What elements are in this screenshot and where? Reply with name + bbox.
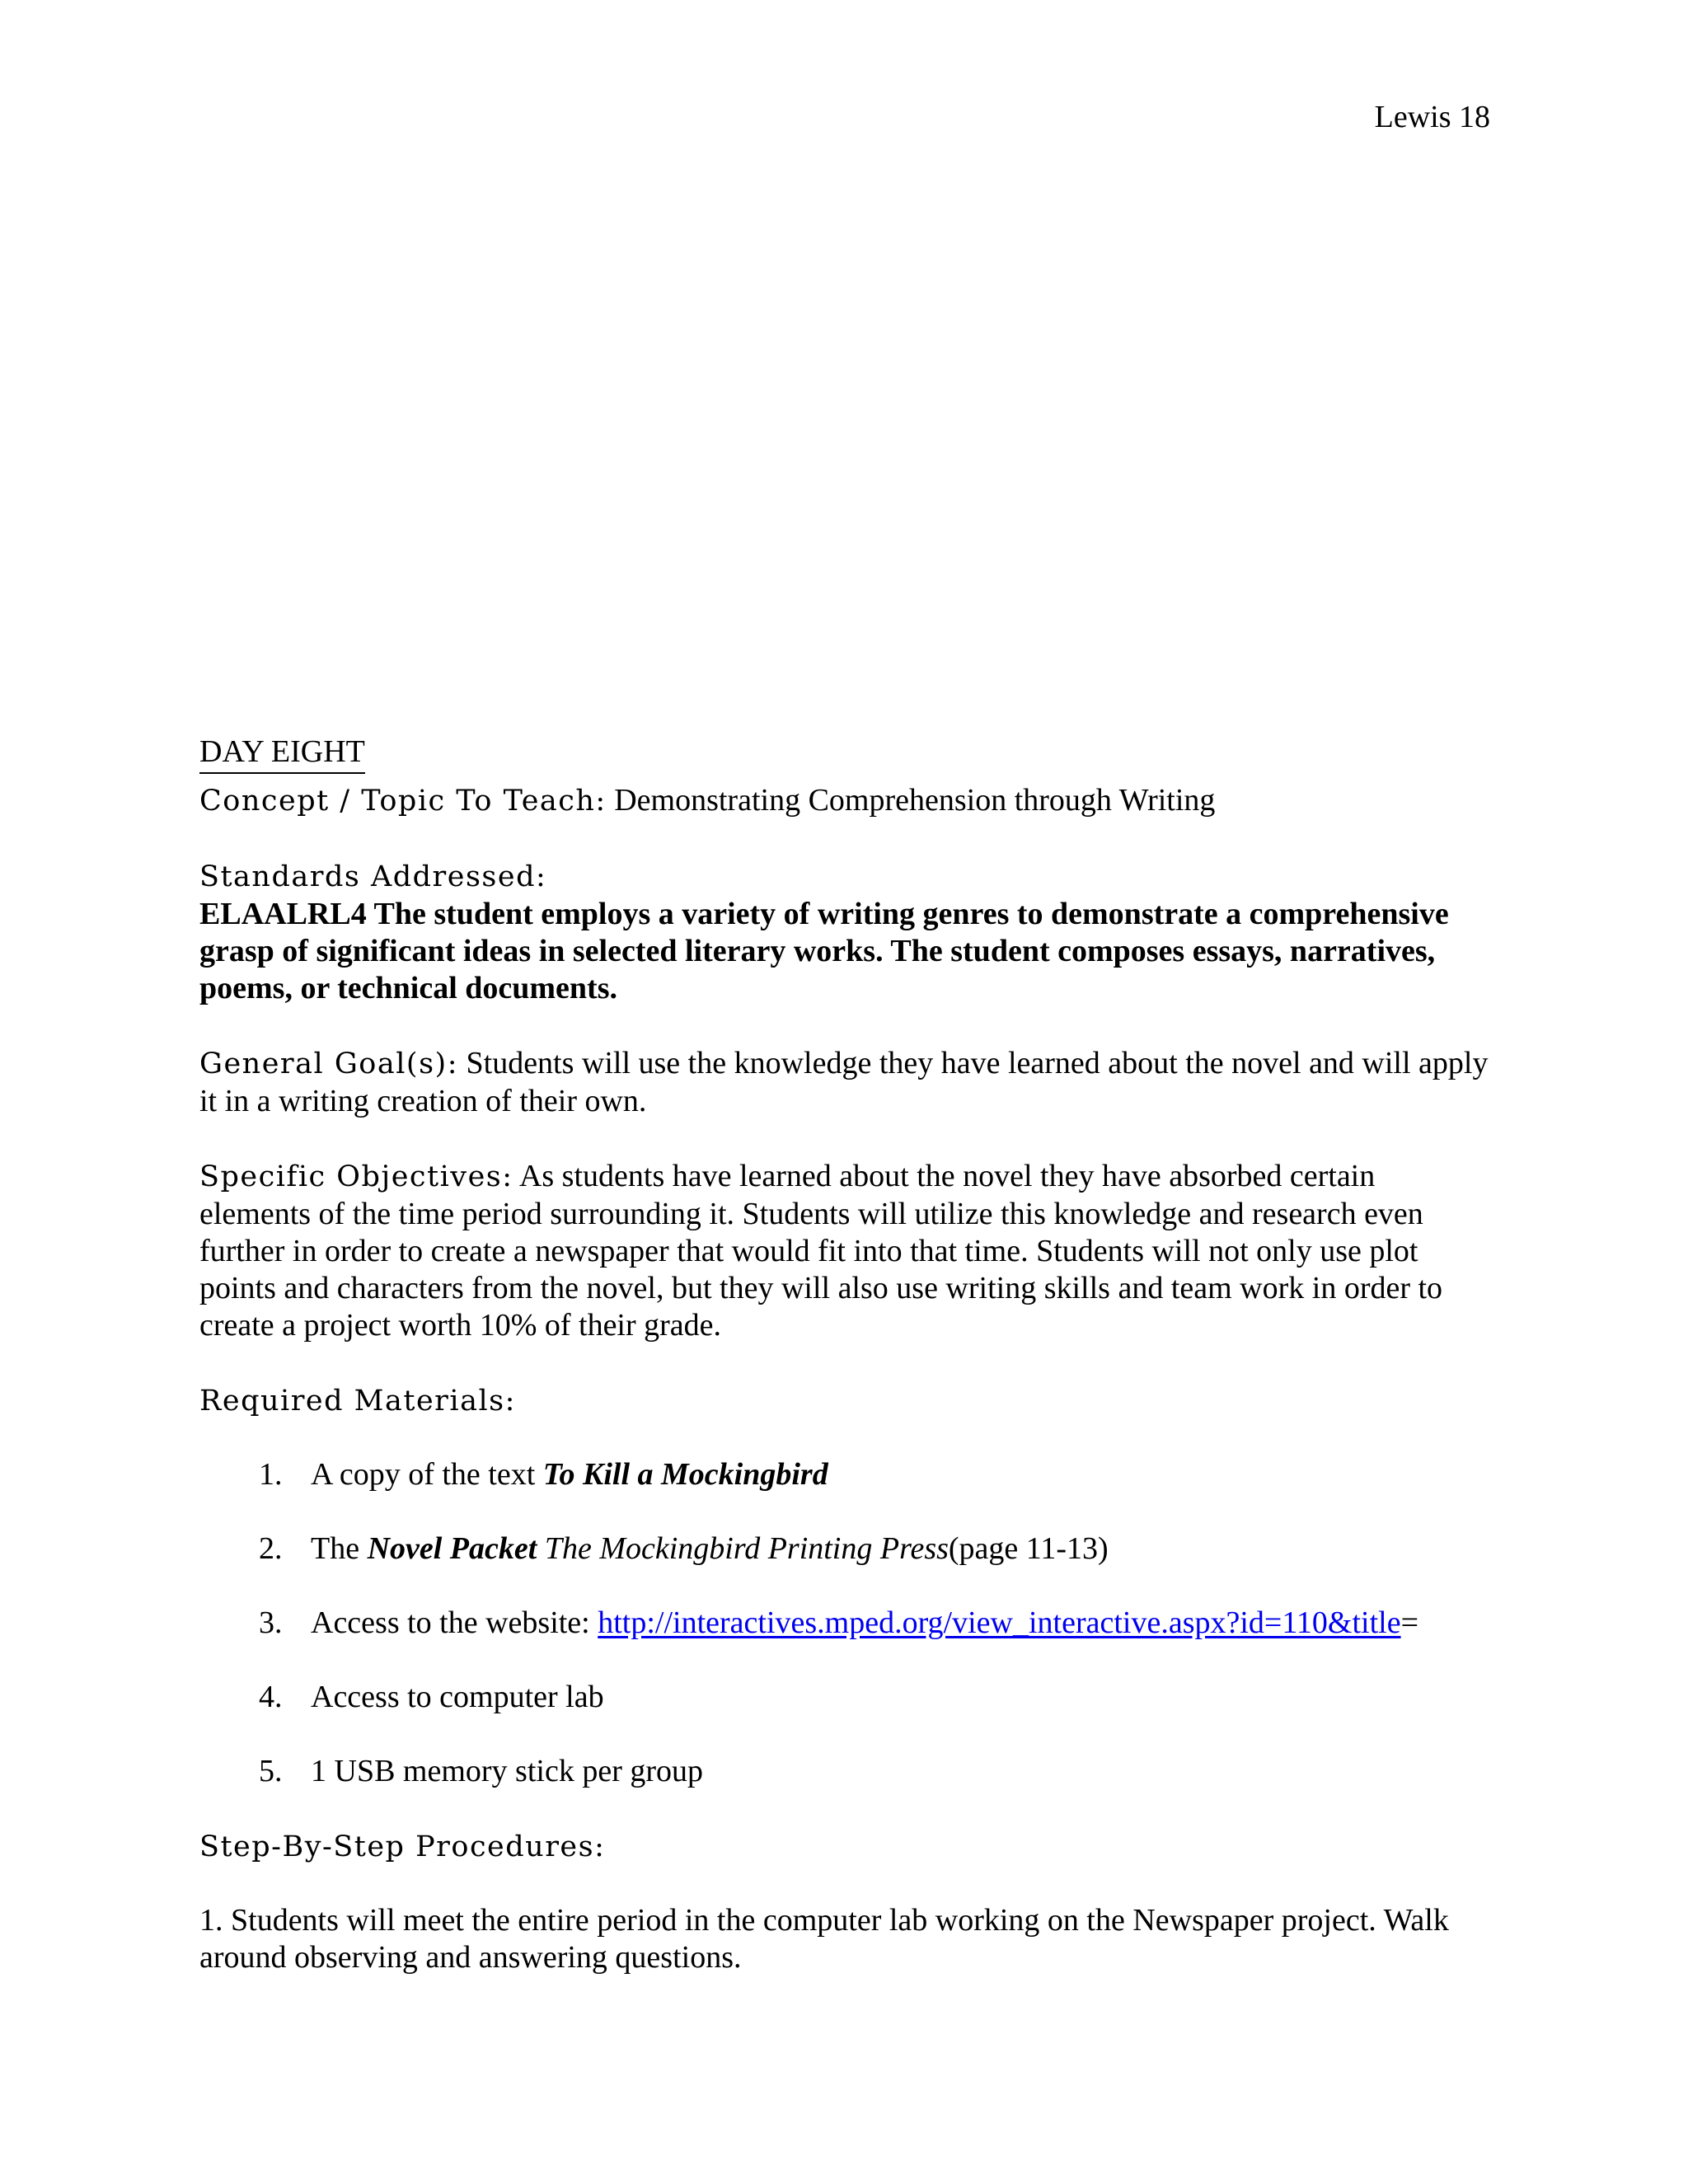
- concept-line: [199, 782, 1493, 820]
- list-item: [259, 1530, 1493, 1568]
- concept-value: Demonstrating Comprehension through Writing: [614, 783, 1216, 818]
- lesson-content: [199, 733, 1493, 1976]
- procedures-label: Step-By-Step Procedures:: [199, 1830, 606, 1863]
- standards-label: Standards Addressed:: [199, 860, 547, 893]
- specific-objectives-label: Specific Objectives:: [199, 1160, 513, 1193]
- standards-label-line: [199, 858, 1493, 896]
- procedure-step-1: 1. Students will meet the entire period in the computer lab working on the Newspaper project. Walk around observing and answering questions.: [199, 1903, 1449, 1975]
- book-title: To Kill a Mockingbird: [542, 1457, 828, 1492]
- link-suffix: =: [1400, 1605, 1419, 1640]
- general-goal-label: General Goal(s):: [199, 1047, 458, 1080]
- list-item-prefix: Access to the website:: [311, 1605, 598, 1640]
- printing-press-title: The Mockingbird Printing Press: [537, 1531, 949, 1566]
- list-item-number: 1.: [259, 1457, 283, 1492]
- standards-text: ELAALRL4 The student employs a variety of writing genres to demonstrate a comprehensive grasp of significant ideas in selected literary works. The student composes essays, narratives, poems, or technical documents.: [199, 897, 1449, 1005]
- page-range: (page 11-13): [948, 1531, 1109, 1566]
- materials-section: [199, 1382, 1493, 1790]
- list-item: [259, 1605, 1493, 1642]
- list-item-text: [311, 1456, 828, 1493]
- procedures-section: [199, 1828, 1493, 1976]
- concept-label: Concept / Topic To Teach:: [199, 785, 607, 818]
- website-link[interactable]: http://interactives.mped.org/view_interactive.aspx?id=110&title: [598, 1605, 1401, 1640]
- list-item-text: [311, 1530, 1109, 1568]
- general-goal-paragraph: [199, 1045, 1493, 1120]
- general-goal-section: [199, 1045, 1493, 1120]
- materials-label-line: [199, 1382, 1493, 1420]
- list-item-text: 1 USB memory stick per group: [311, 1754, 704, 1788]
- list-item-number: 4.: [259, 1680, 283, 1714]
- procedures-label-line: [199, 1828, 1493, 1866]
- general-goal-text: Students will use the knowledge they have learned about the novel and will apply it in a writing creation of their own.: [199, 1046, 1489, 1118]
- materials-list: [199, 1456, 1493, 1790]
- list-item-text: Access to computer lab: [311, 1680, 604, 1714]
- list-item: [259, 1679, 1493, 1716]
- page-header: Lewis 18: [1374, 100, 1490, 134]
- list-item: [259, 1456, 1493, 1493]
- standards-section: [199, 858, 1493, 1007]
- materials-label: Required Materials:: [199, 1385, 516, 1418]
- list-item-text: [311, 1605, 1418, 1642]
- specific-objectives-section: [199, 1158, 1493, 1344]
- day-heading: DAY EIGHT: [199, 733, 365, 774]
- list-item-number: 3.: [259, 1605, 283, 1640]
- specific-objectives-paragraph: [199, 1158, 1493, 1344]
- list-item-number: 2.: [259, 1531, 283, 1566]
- list-item: [259, 1753, 1493, 1790]
- list-item-prefix: The: [311, 1531, 368, 1566]
- list-item-prefix: A copy of the text: [311, 1457, 543, 1492]
- list-item-number: 5.: [259, 1754, 283, 1788]
- novel-packet-title: Novel Packet: [367, 1531, 537, 1566]
- specific-objectives-text: As students have learned about the novel they have absorbed certain elements of the time period surrounding it. Students will utilize this knowledge and research even further in order to create a newspaper that would fit into that time. Students will not only use plot points and characters from the novel, but they will also use writing skills and team work in order to create a project worth 10% of their grade.: [199, 1159, 1443, 1343]
